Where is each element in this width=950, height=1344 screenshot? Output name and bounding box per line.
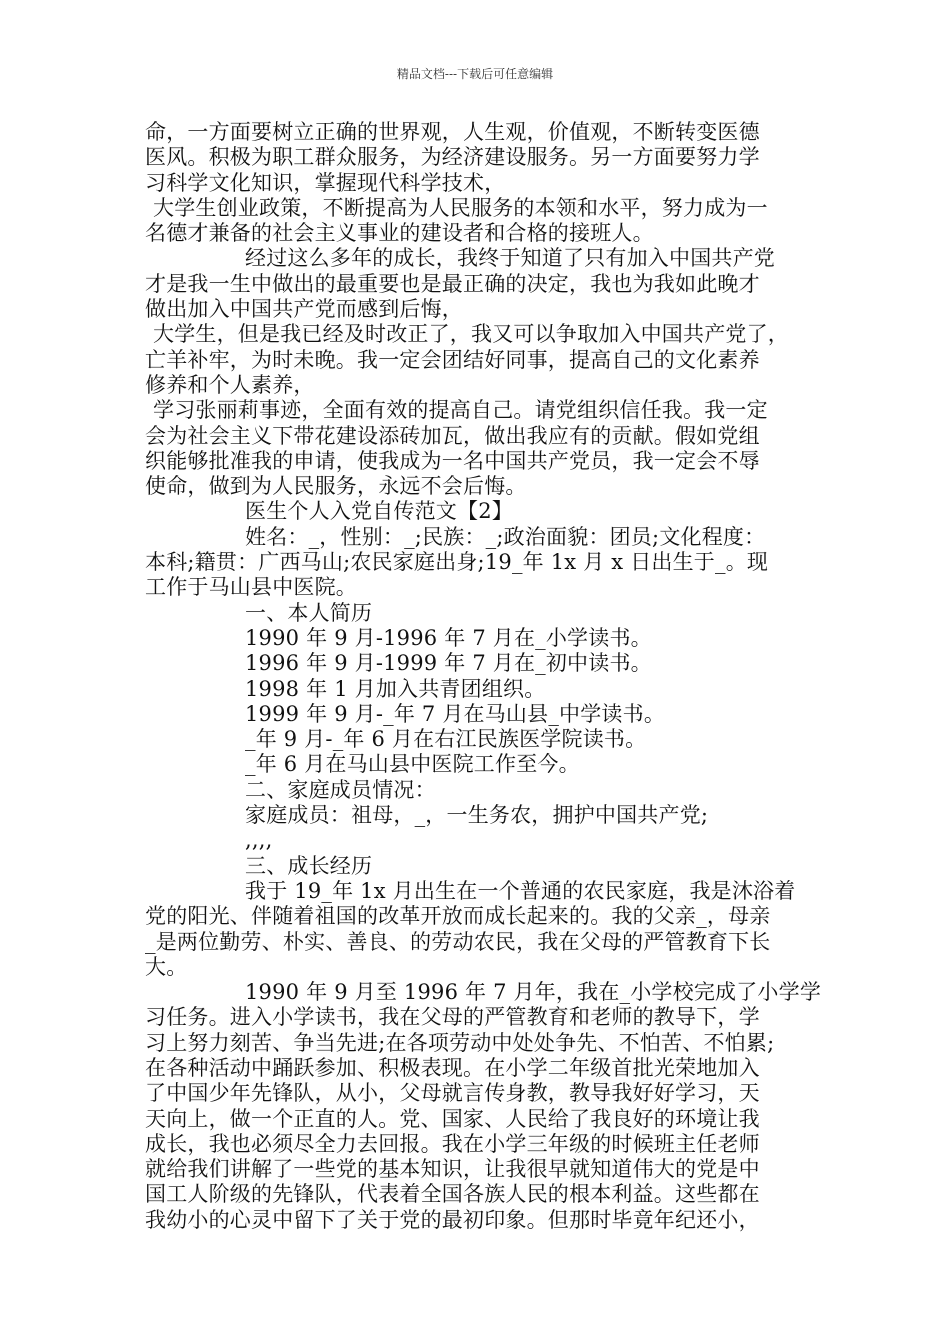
text-line: 做出加入中国共产党而感到后悔，: [145, 297, 463, 322]
text-line: 我于 19_年 1x 月出生在一个普通的农民家庭，我是沐浴着: [245, 878, 796, 903]
text-line: _年 6 月在马山县中医院工作至今。: [245, 752, 580, 777]
text-line: 大。: [145, 954, 188, 979]
text-line: 1998 年 1 月加入共青团组织。: [245, 676, 546, 701]
text-line: 国工人阶级的先锋队，代表着全国各族人民的根本利益。这些都在: [145, 1182, 760, 1207]
text-line: 1990 年 9 月-1996 年 7 月在_小学读书。: [245, 625, 652, 650]
text-line: 医生个人入党自传范文【2】: [245, 499, 513, 524]
text-line: 我幼小的心灵中留下了关于党的最初印象。但那时毕竟年纪还小，: [145, 1207, 760, 1232]
text-line: 织能够批准我的申请，使我成为一名中国共产党员，我一定会不辱: [145, 448, 760, 473]
text-line: 一、本人简历: [245, 600, 373, 625]
text-line: 姓名：_，性别：_;民族：_;政治面貌：团员;文化程度：: [245, 524, 766, 549]
text-line: 习科学文化知识，掌握现代科学技术，: [145, 170, 506, 195]
text-line: 二、家庭成员情况：: [245, 777, 436, 802]
text-line: 使命，做到为人民服务，永远不会后悔。: [145, 474, 527, 499]
text-line: 学习张丽莉事迹，全面有效的提高自己。请党组织信任我。我一定: [153, 398, 768, 423]
text-line: 1990 年 9 月至 1996 年 7 月年，我在_小学校完成了小学学: [245, 980, 822, 1005]
text-line: _是两位勤劳、朴实、善良、的劳动农民，我在父母的严管教育下长: [145, 929, 771, 954]
text-line: 在各种活动中踊跃参加、积极表现。在小学二年级首批光荣地加入: [145, 1055, 760, 1080]
text-line: 医风。积极为职工群众服务，为经济建设服务。另一方面要努力学: [145, 145, 760, 170]
text-line: 成长，我也必须尽全力去回报。我在小学三年级的时候班主任老师: [145, 1131, 760, 1156]
text-line: 本科;籍贯：广西马山;农民家庭出身;19_年 1x 月 x 日出生于_。现: [145, 550, 769, 575]
text-line: 才是我一生中做出的最重要也是最正确的决定，我也为我如此晚才: [145, 271, 760, 296]
text-line: 名德才兼备的社会主义事业的建设者和合格的接班人。: [145, 221, 654, 246]
text-line: _年 9 月-_年 6 月在右江民族医学院读书。: [245, 727, 647, 752]
text-line: 党的阳光、伴随着祖国的改革开放而成长起来的。我的父亲_，母亲: [145, 904, 771, 929]
text-line: 就给我们讲解了一些党的基本知识，让我很早就知道伟大的党是中: [145, 1157, 760, 1182]
text-line: 经过这么多年的成长，我终于知道了只有加入中国共产党: [245, 246, 775, 271]
text-line: 会为社会主义下带花建设添砖加瓦，做出我应有的贡献。假如党组: [145, 423, 760, 448]
text-line: 工作于马山县中医院。: [145, 575, 357, 600]
text-line: 大学生创业政策，不断提高为人民服务的本领和水平，努力成为一: [153, 195, 768, 220]
text-line: 习任务。进入小学读书，我在父母的严管教育和老师的教导下，学: [145, 1005, 760, 1030]
text-line: 亡羊补牢，为时未晚。我一定会团结好同事，提高自己的文化素养: [145, 347, 760, 372]
text-line: 修养和个人素养，: [145, 372, 315, 397]
text-line: 命，一方面要树立正确的世界观，人生观，价值观，不断转变医德: [145, 120, 760, 144]
text-line: 1999 年 9 月-_年 7 月在马山县_中学读书。: [245, 701, 666, 726]
document-body: [145, 120, 825, 1233]
text-line: 习上努力刻苦、争当先进;在各项劳动中处处争先、不怕苦、不怕累;: [145, 1030, 775, 1055]
text-line: ,,,,: [245, 828, 273, 853]
text-line: 了中国少年先锋队，从小，父母就言传身教，教导我好好学习，天: [145, 1081, 760, 1106]
text-line: 天向上，做一个正直的人。党、国家、人民给了我良好的环境让我: [145, 1106, 760, 1131]
page-header: 精品文档---下载后可任意编辑: [396, 67, 554, 81]
text-line: 1996 年 9 月-1999 年 7 月在_初中读书。: [245, 651, 652, 676]
text-line: 家庭成员：祖母，_，一生务农，拥护中国共产党;: [245, 803, 709, 828]
text-line: 三、成长经历: [245, 853, 373, 878]
text-line: 大学生，但是我已经及时改正了，我又可以争取加入中国共产党了，: [153, 322, 789, 347]
